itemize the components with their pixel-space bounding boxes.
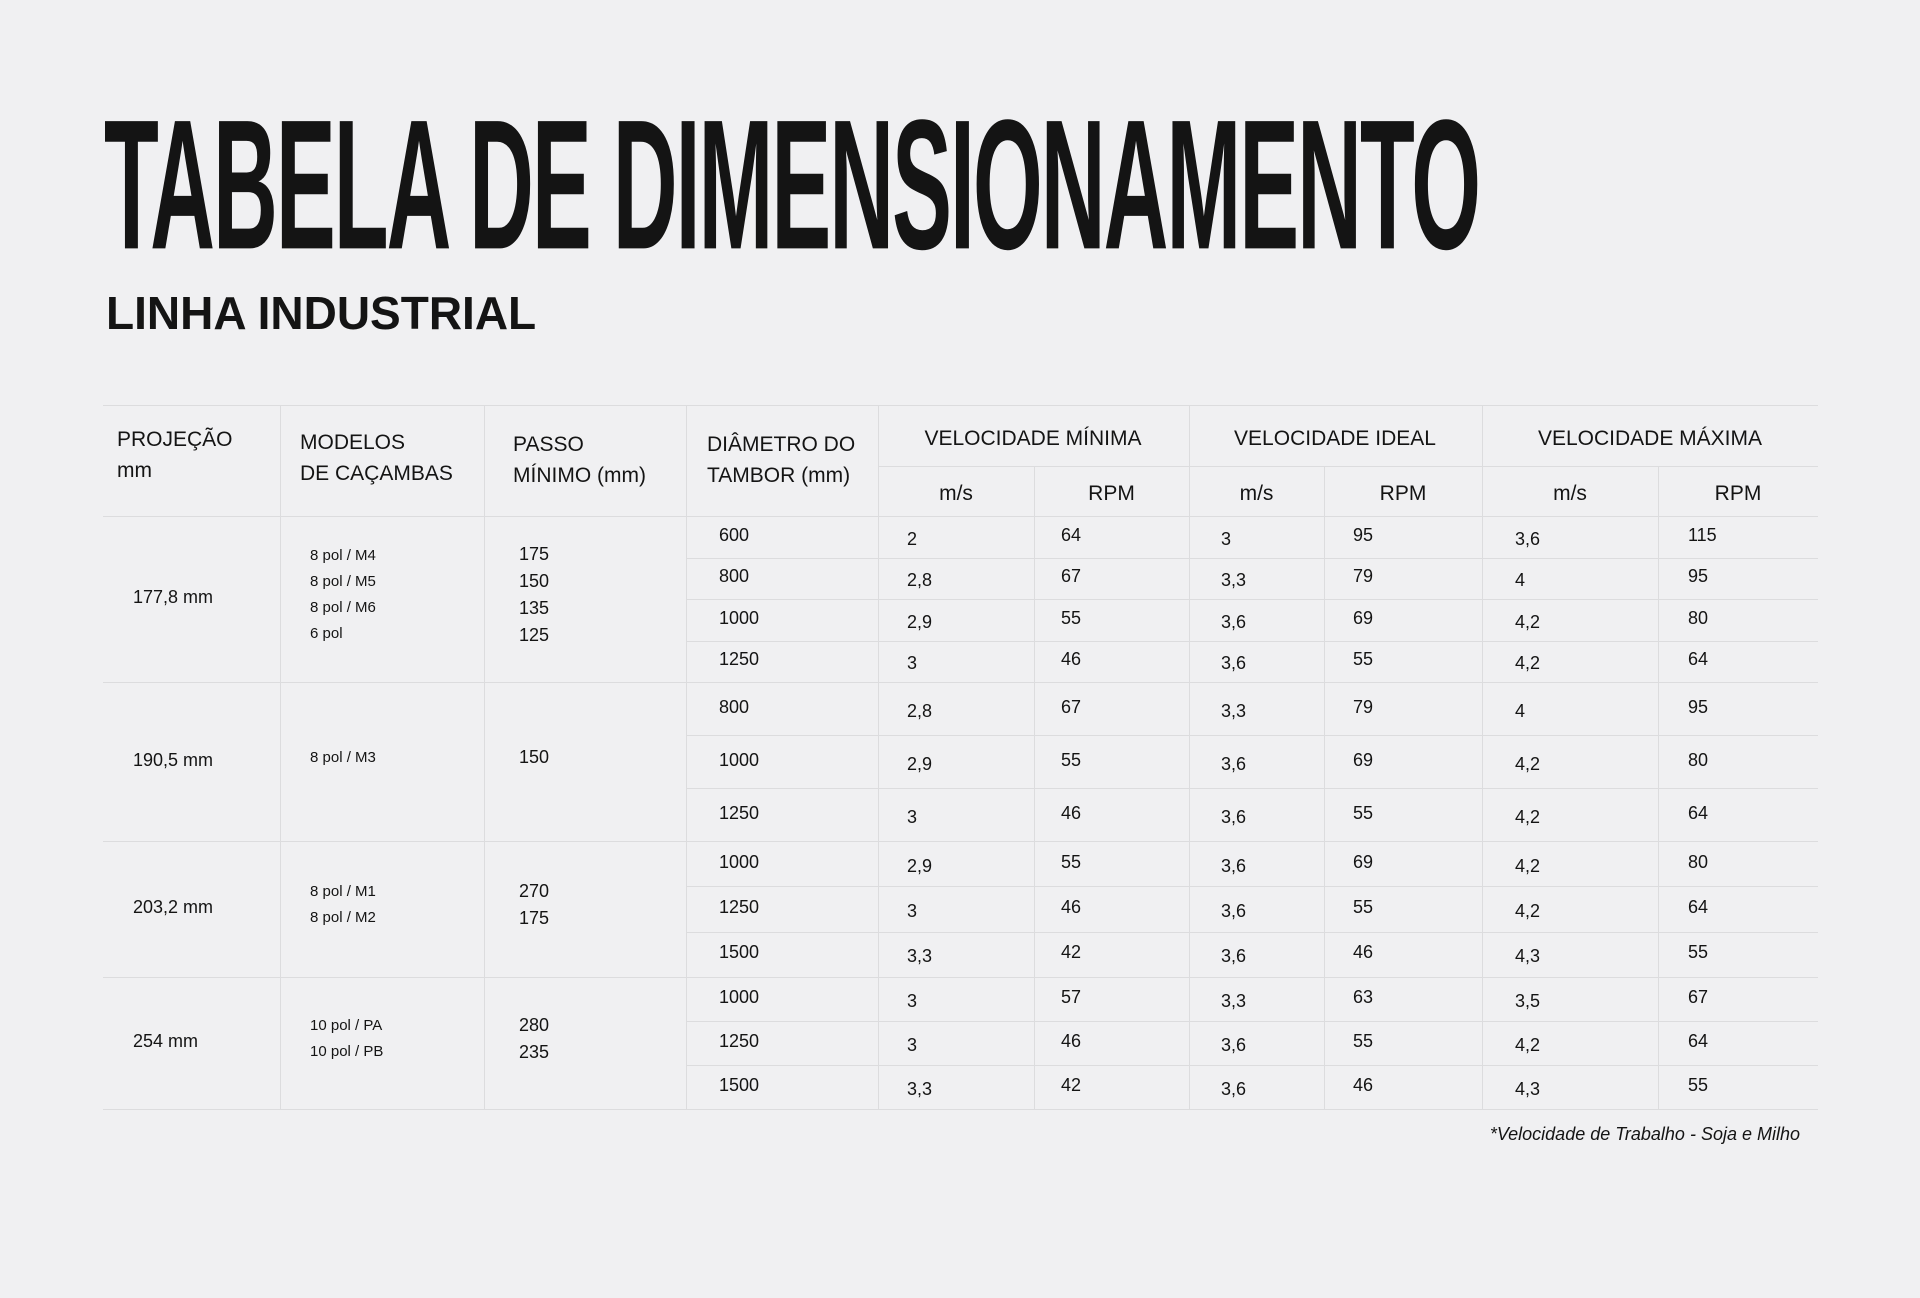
group-divider	[103, 682, 1818, 683]
min-pitch: 280	[519, 1015, 550, 1035]
drum-diameter: 800	[719, 566, 750, 587]
min-speed-ms: 3	[907, 901, 918, 921]
subheader-max-ms: m/s	[1553, 482, 1587, 505]
min-speed-rpm: 55	[1061, 851, 1082, 872]
column-divider	[280, 405, 281, 1109]
group-divider	[103, 977, 1818, 978]
max-speed-ms: 4,3	[1515, 1079, 1541, 1099]
header-bottom-border	[103, 516, 1818, 517]
ideal-speed-ms: 3,6	[1221, 1079, 1247, 1099]
max-speed-ms: 4	[1515, 700, 1526, 721]
min-pitch: 235	[519, 1042, 550, 1062]
page-title: TABELA DE DIMENSIONAMENTO	[104, 81, 1480, 288]
drum-diameter: 1250	[719, 897, 760, 917]
header-projecao	[117, 424, 233, 486]
max-speed-ms: 3,6	[1515, 528, 1541, 549]
ideal-speed-ms: 3,6	[1221, 653, 1247, 674]
min-speed-ms: 2,8	[907, 570, 933, 591]
ideal-speed-rpm: 46	[1353, 942, 1374, 963]
column-divider	[1189, 405, 1190, 1109]
projection-cell: 203,2 mm	[133, 897, 214, 917]
subheader-min-ms: m/s	[939, 482, 973, 505]
header-projecao-line1: PROJEÇÃO	[117, 428, 233, 451]
min-speed-rpm: 46	[1061, 802, 1082, 823]
header-diametro-line2: TAMBOR (mm)	[707, 464, 851, 487]
max-speed-rpm: 64	[1688, 897, 1709, 917]
drum-diameter: 1000	[719, 607, 760, 628]
max-speed-ms: 3,5	[1515, 991, 1541, 1011]
row-divider	[686, 599, 1818, 600]
header-velocidade-ideal: VELOCIDADE IDEAL	[1234, 427, 1436, 450]
min-pitch: 270	[519, 881, 550, 901]
subheader-ideal-rpm: RPM	[1379, 482, 1427, 505]
bucket-model: 10 pol / PA	[310, 1017, 383, 1034]
min-speed-ms: 2	[907, 528, 918, 549]
ideal-speed-rpm: 63	[1353, 987, 1374, 1007]
header-modelos	[300, 427, 453, 489]
group-divider	[103, 1109, 1818, 1110]
max-speed-rpm: 115	[1688, 524, 1717, 545]
drum-diameter: 1500	[719, 942, 760, 963]
max-speed-ms: 4,3	[1515, 946, 1541, 967]
ideal-speed-rpm: 69	[1353, 749, 1374, 770]
min-pitch: 175	[519, 908, 550, 928]
min-speed-rpm: 42	[1061, 942, 1082, 963]
drum-diameter: 1500	[719, 1075, 760, 1095]
ideal-speed-ms: 3,6	[1221, 901, 1247, 921]
max-speed-rpm: 80	[1688, 607, 1709, 628]
min-pitch: 135	[519, 598, 550, 618]
bucket-model: 8 pol / M3	[310, 748, 376, 766]
max-speed-rpm: 64	[1688, 802, 1709, 823]
subheader-max-rpm: RPM	[1714, 482, 1762, 505]
min-speed-rpm: 55	[1061, 749, 1082, 770]
min-speed-rpm: 57	[1061, 987, 1082, 1007]
min-speed-ms: 2,9	[907, 753, 933, 774]
column-divider	[1482, 405, 1483, 1109]
min-speed-ms: 3	[907, 653, 918, 674]
header-modelos-line1: MODELOS	[300, 431, 406, 454]
bucket-model: 8 pol / M6	[310, 599, 376, 616]
ideal-speed-rpm: 55	[1353, 649, 1374, 670]
ideal-speed-rpm: 69	[1353, 607, 1374, 628]
ideal-speed-ms: 3,6	[1221, 1035, 1247, 1055]
subheader-divider	[878, 466, 1818, 467]
ideal-speed-rpm: 69	[1353, 851, 1374, 872]
min-speed-rpm: 55	[1061, 607, 1082, 628]
row-divider	[686, 932, 1818, 933]
drum-diameter: 1250	[719, 802, 760, 823]
min-pitch: 150	[519, 571, 550, 591]
subheader-min-rpm: RPM	[1088, 482, 1135, 505]
min-speed-rpm: 64	[1061, 524, 1082, 545]
max-speed-ms: 4,2	[1515, 611, 1541, 632]
ideal-speed-ms: 3,3	[1221, 570, 1247, 591]
column-divider	[686, 405, 687, 1109]
header-diametro-line1: DIÂMETRO DO	[707, 433, 856, 456]
max-speed-ms: 4,2	[1515, 653, 1541, 674]
min-speed-rpm: 67	[1061, 566, 1082, 587]
ideal-speed-ms: 3,6	[1221, 946, 1247, 967]
drum-diameter: 1250	[719, 649, 760, 670]
max-speed-ms: 4,2	[1515, 753, 1541, 774]
sizing-table	[103, 405, 1818, 1109]
projection-cell: 190,5 mm	[133, 749, 214, 770]
drum-diameter: 1250	[719, 1031, 760, 1051]
row-divider	[686, 558, 1818, 559]
drum-diameter: 1000	[719, 749, 760, 770]
header-diametro	[707, 429, 855, 491]
row-divider	[686, 641, 1818, 642]
subheader-ideal-ms: m/s	[1239, 482, 1274, 505]
max-speed-rpm: 55	[1688, 942, 1709, 963]
bucket-model: 6 pol	[310, 625, 343, 642]
row-divider	[686, 1065, 1818, 1066]
min-speed-rpm: 42	[1061, 1075, 1082, 1095]
row-divider	[686, 886, 1818, 887]
min-pitch: 125	[519, 625, 550, 645]
header-modelos-line2: DE CAÇAMBAS	[300, 462, 453, 485]
row-divider	[686, 1021, 1818, 1022]
min-pitch: 150	[519, 747, 550, 767]
max-speed-rpm: 80	[1688, 851, 1709, 872]
min-speed-rpm: 67	[1061, 696, 1082, 717]
ideal-speed-rpm: 79	[1353, 696, 1374, 717]
min-speed-ms: 3,3	[907, 1079, 933, 1099]
min-pitch: 175	[519, 544, 550, 564]
header-velocidade-minima: VELOCIDADE MÍNIMA	[924, 427, 1142, 450]
max-speed-ms: 4,2	[1515, 901, 1541, 921]
min-speed-rpm: 46	[1061, 649, 1082, 670]
ideal-speed-rpm: 55	[1353, 1031, 1374, 1051]
max-speed-ms: 4	[1515, 570, 1526, 591]
drum-diameter: 1000	[719, 987, 760, 1007]
max-speed-rpm: 67	[1688, 987, 1709, 1007]
min-speed-ms: 2,9	[907, 855, 933, 876]
drum-diameter: 600	[719, 524, 750, 545]
ideal-speed-rpm: 55	[1353, 802, 1374, 823]
min-speed-ms: 2,9	[907, 611, 933, 632]
bucket-model: 10 pol / PB	[310, 1043, 384, 1060]
max-speed-rpm: 64	[1688, 1031, 1709, 1051]
header-passo	[513, 429, 646, 491]
min-speed-ms: 3	[907, 991, 918, 1011]
ideal-speed-ms: 3,3	[1221, 700, 1247, 721]
header-velocidade-maxima: VELOCIDADE MÁXIMA	[1537, 427, 1763, 450]
ideal-speed-rpm: 55	[1353, 897, 1374, 917]
table-top-border	[103, 405, 1818, 406]
column-divider	[484, 405, 485, 1109]
bucket-model: 8 pol / M4	[310, 547, 376, 564]
max-speed-ms: 4,2	[1515, 1035, 1541, 1055]
ideal-speed-rpm: 95	[1353, 524, 1374, 545]
column-divider	[878, 405, 879, 1109]
projection-cell: 254 mm	[133, 1031, 199, 1051]
min-speed-ms: 3	[907, 1035, 918, 1055]
min-speed-ms: 3	[907, 806, 918, 827]
min-speed-ms: 3,3	[907, 946, 933, 967]
row-divider	[686, 735, 1818, 736]
header-passo-line1: PASSO	[513, 433, 584, 456]
max-speed-rpm: 55	[1688, 1075, 1709, 1095]
bucket-model: 8 pol / M1	[310, 883, 376, 900]
max-speed-rpm: 80	[1688, 749, 1709, 770]
group-divider	[103, 841, 1818, 842]
projection-cell: 177,8 mm	[133, 587, 214, 607]
footnote: *Velocidade de Trabalho - Soja e Milho	[1489, 1124, 1800, 1144]
max-speed-rpm: 95	[1688, 566, 1709, 587]
bucket-model: 8 pol / M2	[310, 909, 376, 926]
min-speed-ms: 2,8	[907, 700, 933, 721]
max-speed-ms: 4,2	[1515, 806, 1541, 827]
ideal-speed-ms: 3,6	[1221, 753, 1247, 774]
ideal-speed-rpm: 46	[1353, 1075, 1374, 1095]
row-divider	[686, 788, 1818, 789]
max-speed-rpm: 64	[1688, 649, 1709, 670]
ideal-speed-ms: 3,6	[1221, 611, 1247, 632]
header-passo-line2: MÍNIMO (mm)	[513, 464, 646, 487]
ideal-speed-ms: 3	[1221, 528, 1232, 549]
drum-diameter: 800	[719, 696, 750, 717]
header-projecao-line2: mm	[117, 459, 152, 482]
bucket-model: 8 pol / M5	[310, 573, 376, 590]
drum-diameter: 1000	[719, 851, 760, 872]
page-subtitle: LINHA INDUSTRIAL	[106, 287, 537, 339]
ideal-speed-rpm: 79	[1353, 566, 1374, 587]
min-speed-rpm: 46	[1061, 897, 1082, 917]
ideal-speed-ms: 3,3	[1221, 991, 1247, 1011]
min-speed-rpm: 46	[1061, 1031, 1082, 1051]
max-speed-rpm: 95	[1688, 696, 1709, 717]
max-speed-ms: 4,2	[1515, 855, 1541, 876]
ideal-speed-ms: 3,6	[1221, 806, 1247, 827]
ideal-speed-ms: 3,6	[1221, 855, 1247, 876]
